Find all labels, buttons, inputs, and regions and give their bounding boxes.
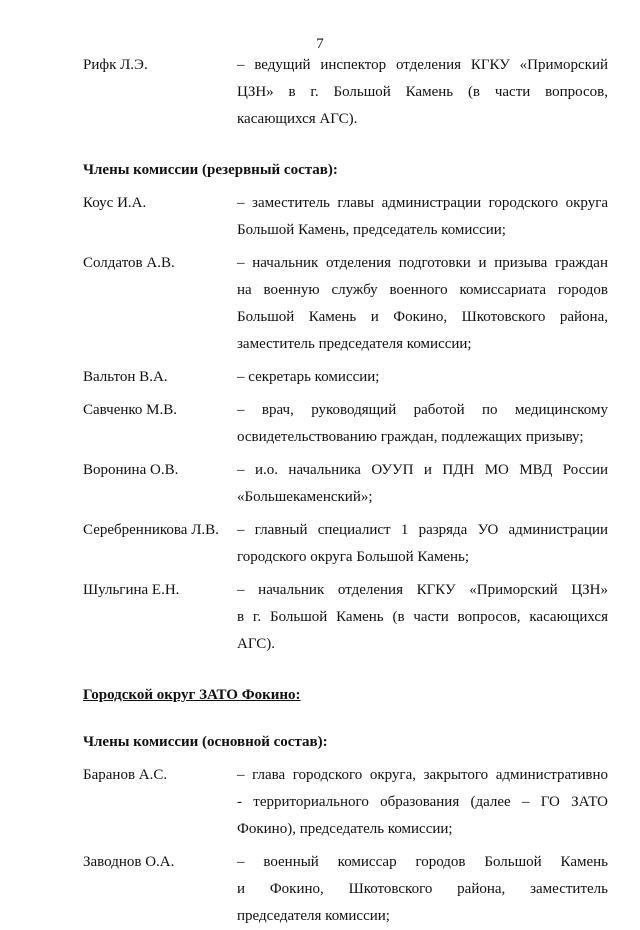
member-role xyxy=(237,364,608,391)
member-role-line: Большой Камень и Фокино, Шкотовского района, xyxy=(237,309,608,325)
member-role xyxy=(237,577,608,658)
member-role-line: – главный специалист 1 разряда УО администрации xyxy=(237,522,608,538)
member-name: Савченко М.В. xyxy=(83,402,178,418)
member-role-line: – заместитель главы администрации городского округа xyxy=(237,195,608,211)
member-name: Коус И.А. xyxy=(83,195,147,211)
member-role-line: ЦЗН» в г. Большой Камень (в части вопросов, xyxy=(237,84,608,100)
member-role-line: на военную службу военного комиссариата городов xyxy=(237,282,608,298)
member-role-line: освидетельствованию граждан, подлежащих призыву; xyxy=(237,429,584,445)
heading-reserve: Члены комиссии (резервный состав): xyxy=(83,162,338,178)
member-role-line: – врач, руководящий работой по медицинскому xyxy=(237,402,608,418)
member-row xyxy=(83,364,608,391)
member-row xyxy=(83,190,608,244)
member-role-line: в г. Большой Камень (в части вопросов, касающихся xyxy=(237,609,608,625)
member-list-reserve xyxy=(83,190,608,658)
member-list-top xyxy=(83,52,608,133)
member-role-line: – военный комиссар городов Большой Камень xyxy=(237,854,608,870)
member-role-line: – начальник отделения подготовки и призыва граждан xyxy=(237,255,608,271)
member-role-line: касающихся АГС). xyxy=(237,111,358,127)
member-role-line: Большой Камень, председатель комиссии; xyxy=(237,222,506,238)
member-role-line: – и.о. начальника ОУУП и ПДН МО МВД России xyxy=(237,462,608,478)
member-name: Вальтон В.А. xyxy=(83,369,168,385)
member-role xyxy=(237,250,608,358)
member-role-line: заместитель председателя комиссии; xyxy=(237,336,472,352)
heading-main: Члены комиссии (основной состав): xyxy=(83,734,328,750)
member-row xyxy=(83,397,608,451)
member-role-line: - территориального образования (далее – ГО ЗАТО xyxy=(237,794,608,810)
member-role xyxy=(237,190,608,244)
member-role-line: – секретарь комиссии; xyxy=(237,369,380,385)
member-name: Шульгина Е.Н. xyxy=(83,582,180,598)
member-name: Серебренникова Л.В. xyxy=(83,522,219,538)
member-name: Баранов А.С. xyxy=(83,767,168,783)
member-role-line: Фокино), председатель комиссии; xyxy=(237,821,453,837)
member-role-line: АГС). xyxy=(237,636,276,652)
member-role xyxy=(237,397,608,451)
heading-fokino: Городской округ ЗАТО Фокино: xyxy=(83,687,301,703)
member-row xyxy=(83,577,608,658)
member-role-line: – начальник отделения КГКУ «Приморский ЦЗН» xyxy=(237,582,608,598)
member-name: Воронина О.В. xyxy=(83,462,179,478)
member-name: Солдатов А.В. xyxy=(83,255,175,271)
member-row xyxy=(83,517,608,571)
member-row xyxy=(83,52,608,133)
member-role-line: – ведущий инспектор отделения КГКУ «Приморский xyxy=(237,57,608,73)
member-role xyxy=(237,849,608,930)
document-body xyxy=(83,52,608,930)
member-row xyxy=(83,457,608,511)
member-role-line: – глава городского округа, закрытого административно xyxy=(237,767,608,783)
member-name: Заводнов О.А. xyxy=(83,854,175,870)
member-role-line: и Фокино, Шкотовского района, заместитель xyxy=(237,881,608,897)
member-row xyxy=(83,250,608,358)
member-name: Рифк Л.Э. xyxy=(83,57,148,73)
member-role xyxy=(237,517,608,571)
member-role xyxy=(237,52,608,133)
member-row xyxy=(83,762,608,843)
member-row xyxy=(83,849,608,930)
member-role xyxy=(237,762,608,843)
member-role xyxy=(237,457,608,511)
page-number: 7 xyxy=(316,36,324,52)
member-role-line: председателя комиссии; xyxy=(237,908,390,924)
member-role-line: «Большекаменский»; xyxy=(237,489,373,505)
member-role-line: городского округа Большой Камень; xyxy=(237,549,470,565)
